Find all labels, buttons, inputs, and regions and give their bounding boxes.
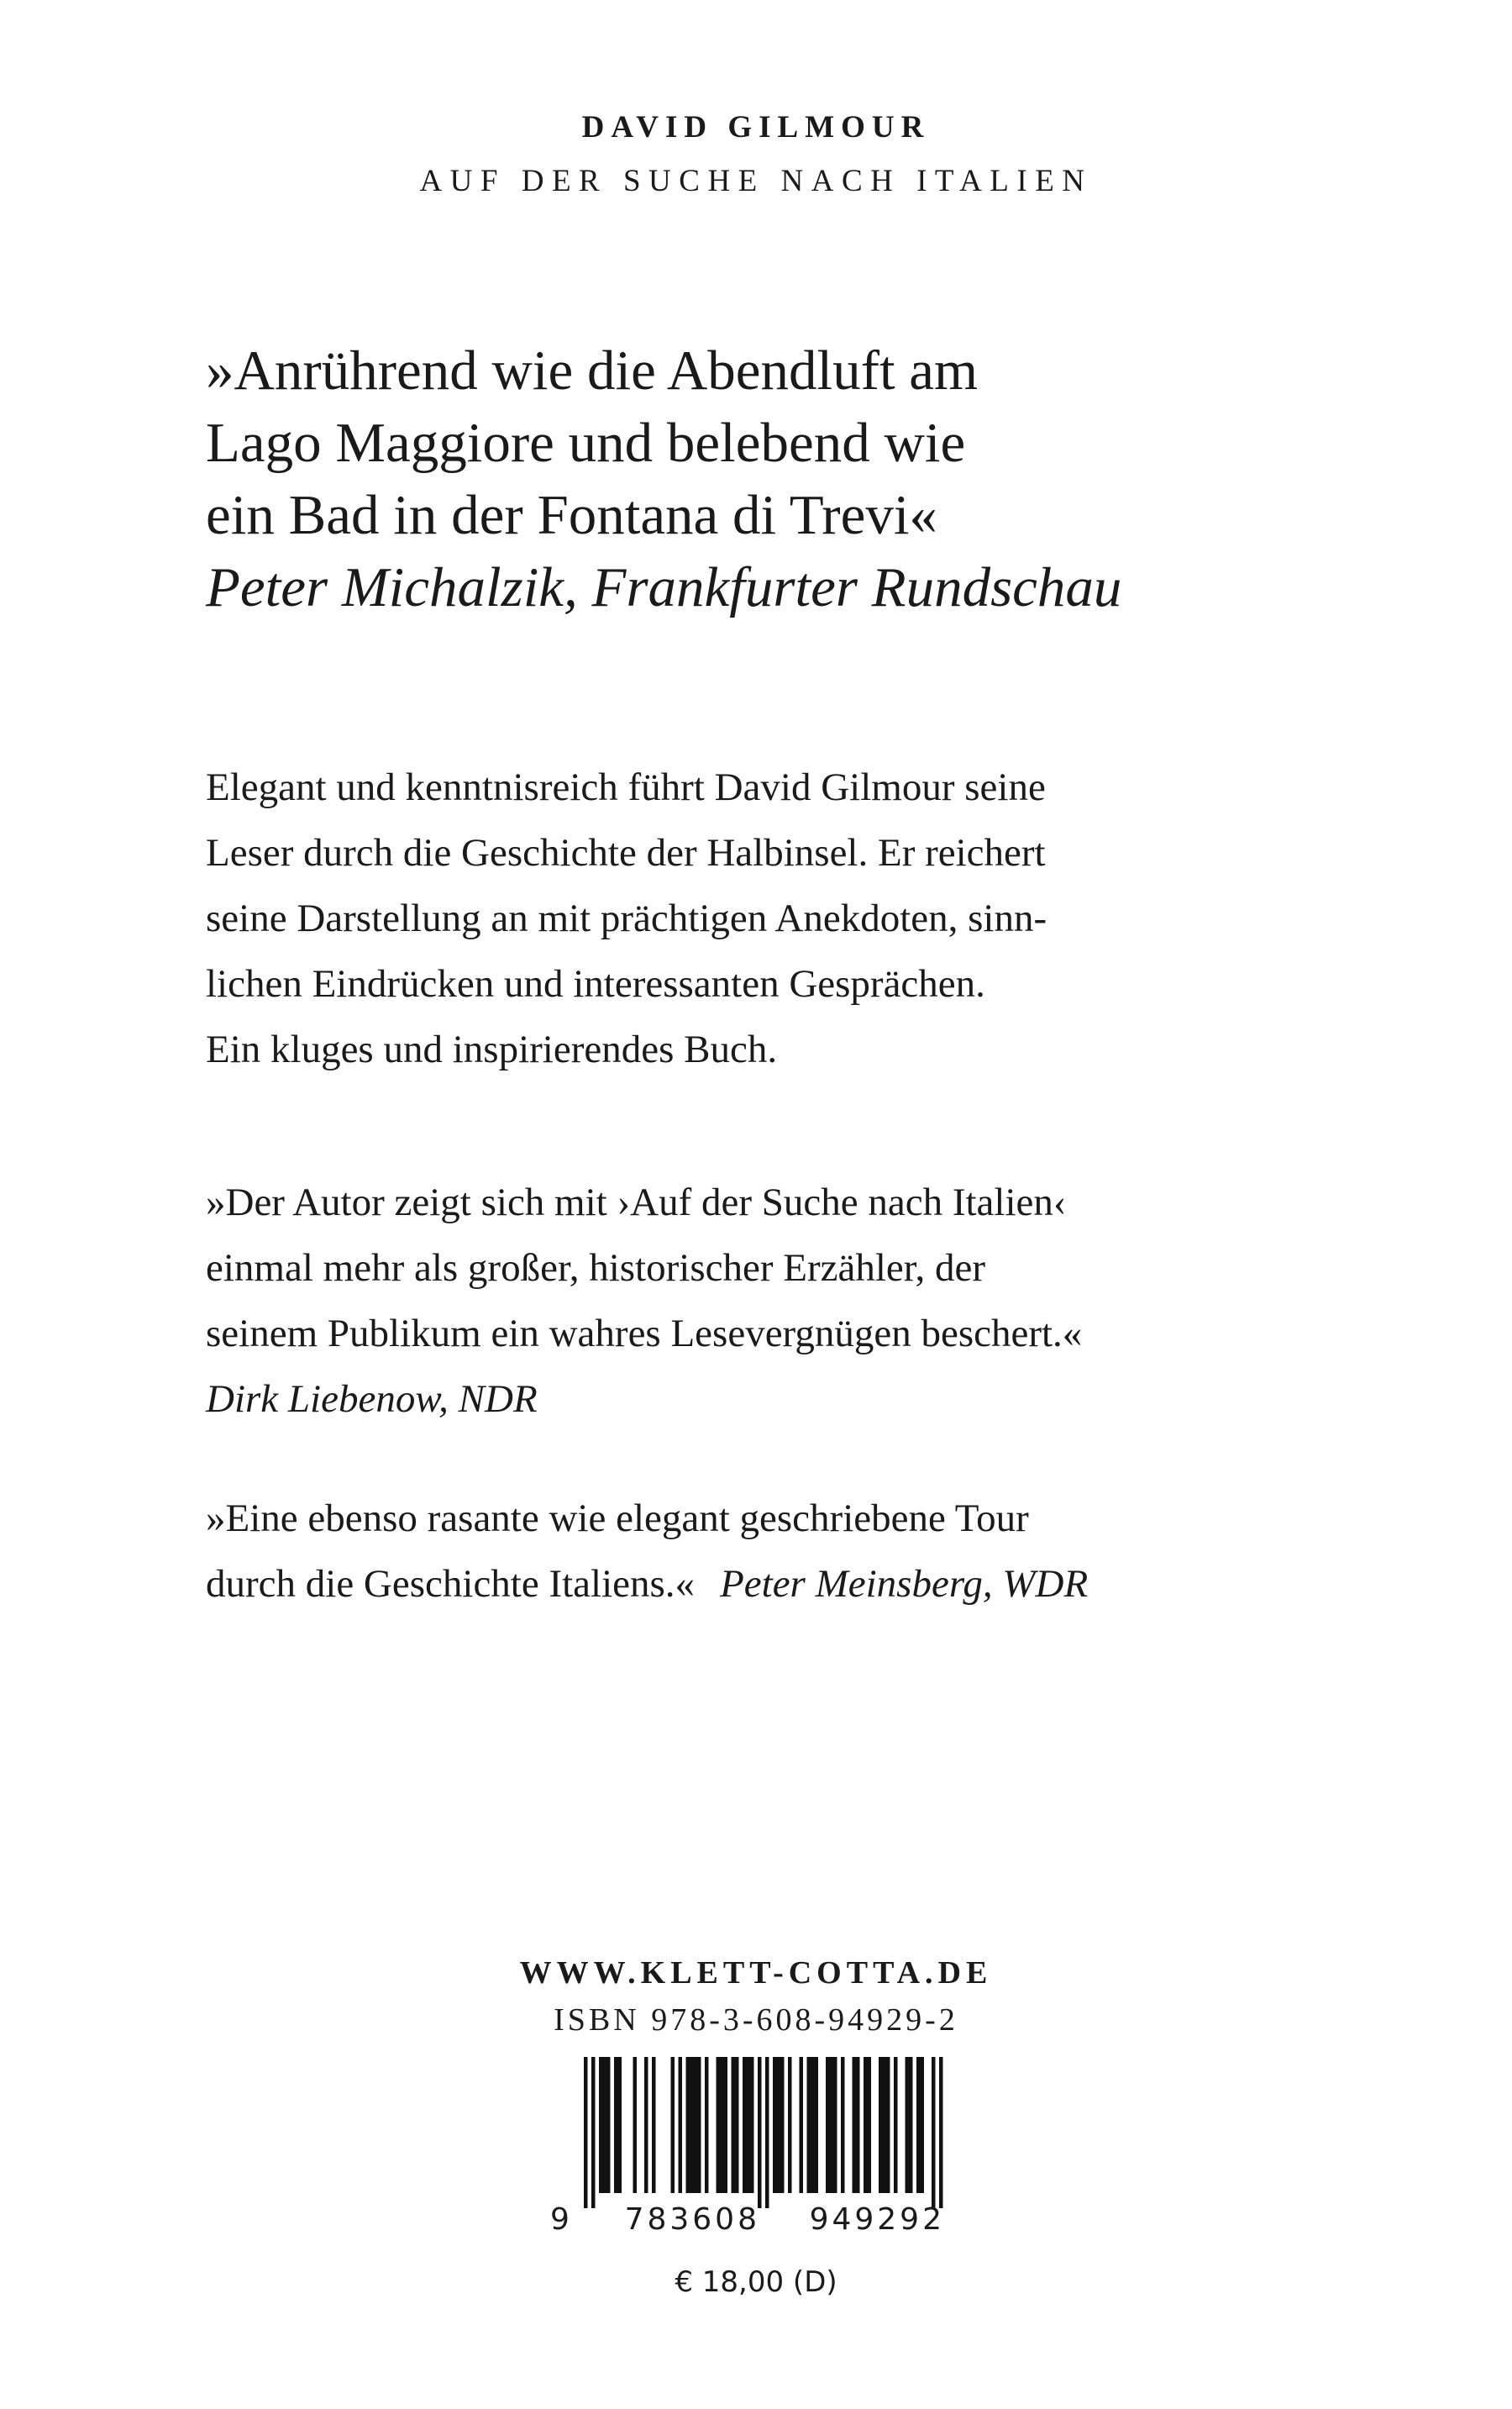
review-quote-line: einmal mehr als großer, historischer Erzähler, der [206,1246,986,1290]
review-quote-line: »Der Autor zeigt sich mit ›Auf der Suche nach Italien‹ [206,1181,1067,1224]
barcode-bar [830,2057,834,2193]
review-quote-text: durch die Geschichte Italiens.« [206,1562,696,1606]
barcode-bar [747,2057,751,2193]
barcode-first-digit: 9 [550,2202,570,2237]
barcode-bar [909,2057,913,2193]
barcode-bar [618,2057,622,2193]
barcode-bar [864,2057,868,2193]
barcode-guard-bar [758,2057,762,2208]
barcode-bar [735,2057,739,2193]
price: € 18,00 (D) [675,2265,837,2299]
barcode-bar [826,2057,830,2193]
barcode-bar [800,2057,804,2193]
barcode-bar [777,2057,781,2193]
review-quote-source: Peter Meinsberg, WDR [720,1562,1089,1606]
review-quote-ndr [206,1170,1382,1432]
barcode-bar [743,2057,747,2193]
barcode-guard-bar [591,2057,596,2208]
description-line: Elegant und kenntnisreich führt David Gilmour seine [206,765,1046,809]
review-quote-line: »Eine ebenso rasante wie elegant geschriebene Tour [206,1496,1029,1540]
main-quote-source: Peter Michalzik, Frankfurter Rundschau [206,556,1122,618]
barcode-bar [811,2057,815,2193]
barcode-bar [603,2057,607,2193]
barcode-bar [883,2057,887,2193]
barcode-bar [906,2057,910,2193]
barcode [550,2057,949,2208]
barcode-bar [894,2057,898,2193]
main-quote-line: ein Bad in der Fontana di Trevi« [206,484,937,546]
barcode-bar [644,2057,648,2193]
barcode-guard-bar [939,2057,943,2208]
footer [0,1954,1512,2039]
main-quote-line: »Anrührend wie die Abendluft am [206,339,979,402]
barcode-bar [773,2057,777,2193]
barcode-bar [652,2057,656,2193]
review-quote-line: seinem Publikum ein wahres Lesevergnügen beschert.« [206,1312,1083,1355]
barcode-bar [780,2057,785,2193]
barcode-bar [606,2057,611,2193]
review-quote-source: Dirk Liebenow, NDR [206,1377,538,1421]
barcode-bar [679,2057,683,2193]
barcode-bar [853,2057,857,2193]
barcode-bar [705,2057,709,2193]
barcode-bar [697,2057,701,2193]
review-quote-line-with-source [206,1551,1382,1617]
book-title: AUF DER SUCHE NACH ITALIEN [419,164,1093,198]
publisher-url: WWW.KLETT-COTTA.DE [519,1955,993,1991]
barcode-bar [614,2057,618,2193]
barcode-bar [717,2057,721,2193]
barcode-bar [724,2057,728,2193]
description-line: Leser durch die Geschichte der Halbinsel. Er reichert [206,831,1046,875]
barcode-bar [841,2057,845,2193]
barcode-bar [921,2057,925,2193]
header [0,109,1512,200]
barcode-bar [694,2057,698,2193]
description-line: seine Darstellung an mit prächtigen Anekdoten, sinn- [206,897,1047,940]
barcode-bar [750,2057,754,2193]
barcode-bar [599,2057,603,2193]
barcode-bar [868,2057,872,2193]
isbn: ISBN 978-3-608-94929-2 [554,2002,958,2038]
barcode-bar [690,2057,694,2193]
barcode-bar [686,2057,690,2193]
main-quote-line: Lago Maggiore und belebend wie [206,412,966,474]
review-quote-wdr [206,1486,1382,1617]
barcode-bar [916,2057,921,2193]
barcode-bar [720,2057,724,2193]
barcode-right-group: 949292 [809,2202,945,2237]
barcode-bar [833,2057,837,2193]
barcode-left-group: 783608 [624,2202,760,2237]
barcode-guard-bar [584,2057,588,2208]
barcode-graphic [550,2057,949,2208]
author-name: DAVID GILMOUR [581,110,931,145]
barcode-digits [550,2201,945,2238]
description-line: Ein kluges und inspirierendes Buch. [206,1028,778,1071]
barcode-bar [856,2057,860,2193]
main-quote [206,334,1382,623]
barcode-bar [815,2057,819,2193]
barcode-bar [788,2057,792,2193]
barcode-guard-bar [765,2057,769,2208]
barcode-bar [807,2057,811,2193]
barcode-bar [732,2057,736,2193]
barcode-guard-bar [932,2057,936,2208]
barcode-bar [886,2057,890,2193]
description [206,755,1382,1082]
description-line: lichen Eindrücken und interessanten Gesprächen. [206,962,985,1006]
barcode-bar [879,2057,883,2193]
barcode-bar [671,2057,675,2193]
barcode-bar [633,2057,638,2193]
